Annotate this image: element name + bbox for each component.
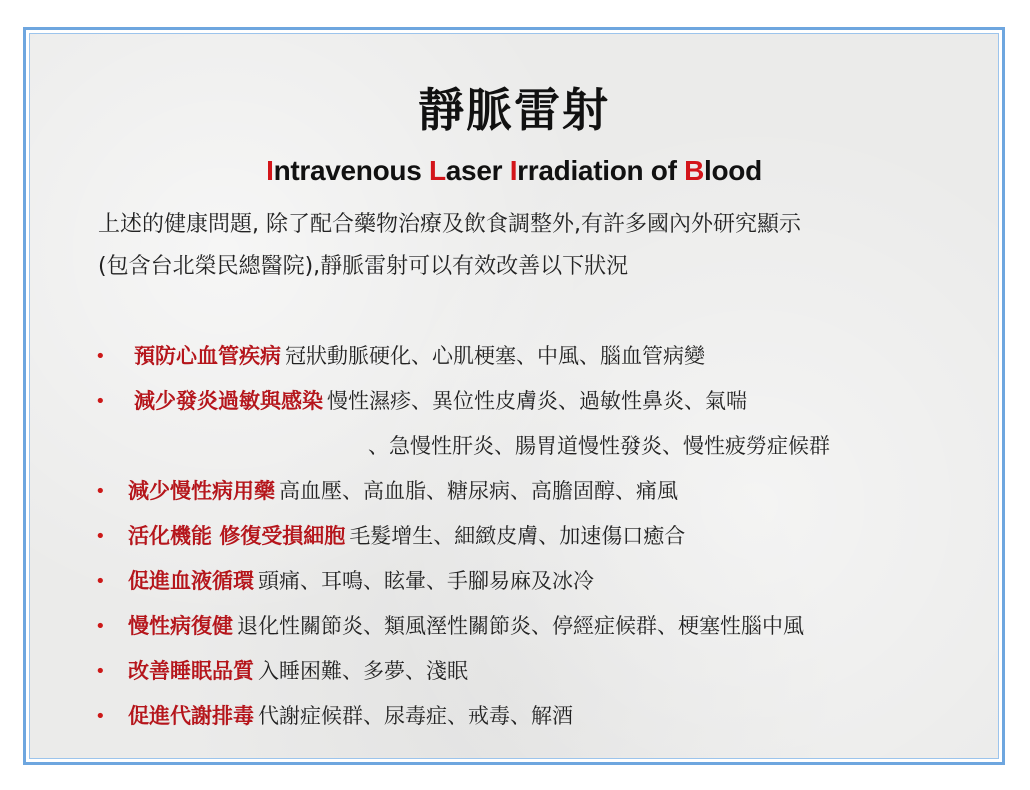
benefit-list (90, 334, 999, 739)
item-heading: 減少慢性病用藥 (128, 479, 275, 503)
intro-line-1: 上述的健康問題, 除了配合藥物治療及飲食調整外,有許多國內外研究顯示 (98, 212, 801, 237)
list-item (90, 604, 999, 649)
item-text: 高血壓、高血脂、糖尿病、高膽固醇、痛風 (279, 479, 678, 503)
item-text: 代謝症候群、尿毒症、戒毒、解酒 (258, 704, 573, 728)
bullet-icon: • (95, 346, 106, 367)
bullet-icon: • (95, 661, 106, 682)
slide-frame (23, 27, 1005, 765)
list-item (90, 559, 999, 604)
bullet-icon: • (95, 526, 106, 547)
bullet-icon: • (95, 706, 106, 727)
subtitle-cap-4: B (684, 155, 705, 186)
list-item (90, 379, 999, 424)
list-item (90, 649, 999, 694)
item-heading: 減少發炎過敏與感染 (134, 389, 323, 413)
subtitle-cap-2: L (428, 155, 446, 186)
list-item-continuation (90, 424, 999, 469)
item-heading: 改善睡眠品質 (128, 659, 254, 683)
item-text: 毛髮增生、細緻皮膚、加速傷口癒合 (349, 524, 686, 548)
item-heading: 預防心血管疾病 (134, 344, 281, 368)
item-heading: 促進血液循環 (128, 569, 254, 593)
subtitle-word-2: aser (445, 155, 510, 186)
intro-line-2: (包含台北榮民總醫院),靜脈雷射可以有效改善以下狀況 (98, 254, 629, 279)
subtitle-cap-3: I (509, 155, 518, 186)
item-text: 頭痛、耳鳴、眩暈、手腳易麻及冰冷 (258, 569, 594, 593)
item-text: 慢性濕疹、異位性皮膚炎、過敏性鼻炎、氣喘 (327, 389, 747, 413)
item-heading: 促進代謝排毒 (128, 704, 254, 728)
list-item (90, 694, 999, 739)
item-text-continuation: 、急慢性肝炎、腸胃道慢性發炎、慢性疲勞症候群 (368, 434, 830, 458)
slide-content (29, 33, 999, 759)
subtitle-word-1: ntravenous (273, 155, 429, 186)
bullet-icon: • (95, 616, 106, 637)
subtitle (30, 155, 998, 187)
bullet-icon: • (95, 571, 106, 592)
subtitle-word-3: rradiation of (517, 155, 685, 186)
subtitle-word-4: lood (704, 155, 762, 186)
intro-paragraph (98, 204, 978, 288)
bullet-icon: • (95, 481, 106, 502)
item-heading: 慢性病復健 (128, 614, 233, 638)
item-text: 入睡困難、多夢、淺眠 (258, 659, 468, 683)
item-text: 冠狀動脈硬化、心肌梗塞、中風、腦血管病變 (285, 344, 705, 368)
subtitle-cap-1: I (266, 155, 274, 186)
item-text: 退化性關節炎、類風溼性關節炎、停經症候群、梗塞性腦中風 (237, 614, 804, 638)
bullet-icon: • (95, 391, 106, 412)
list-item (90, 334, 999, 379)
list-item (90, 469, 999, 514)
page-title: 靜脈雷射 (418, 83, 610, 137)
item-heading: 活化機能 修復受損細胞 (128, 524, 346, 548)
list-item (90, 514, 999, 559)
